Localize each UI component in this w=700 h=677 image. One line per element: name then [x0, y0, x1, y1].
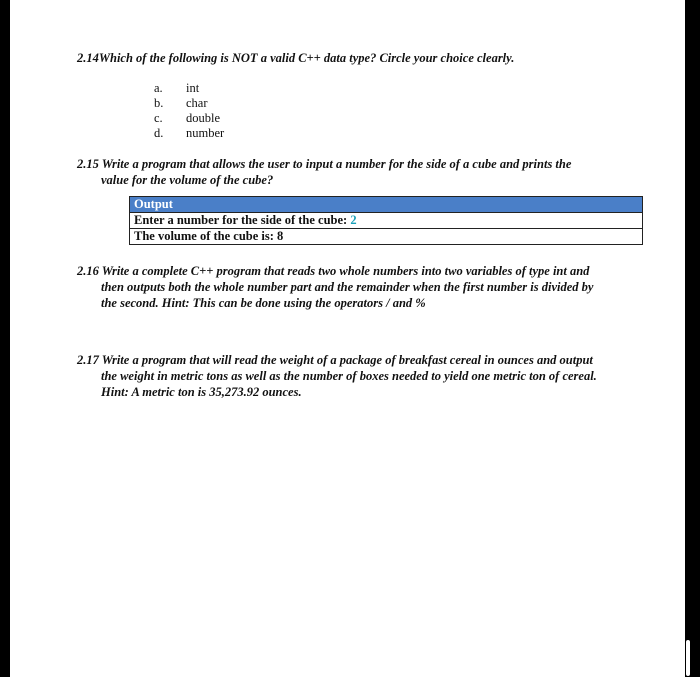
choice-text: char [186, 96, 208, 110]
output-header: Output [130, 197, 642, 212]
choice-d[interactable] [154, 126, 224, 141]
question-line: 2.16 Write a complete C++ program that reads two whole numbers into two variables of type int and [77, 264, 590, 278]
question-text: 2.14Which of the following is NOT a valid C++ data type? Circle your choice clearly. [77, 51, 515, 65]
choice-text: int [186, 81, 200, 95]
choice-text: number [186, 126, 225, 140]
output-result-row [130, 228, 642, 244]
question-line: the second. Hint: This can be done using the operators / and % [101, 296, 426, 310]
question-line: value for the volume of the cube? [101, 173, 274, 187]
choice-a[interactable] [154, 81, 224, 96]
output-input-value: 2 [350, 213, 357, 227]
answer-choices [154, 81, 224, 141]
output-result: The volume of the cube is: 8 [134, 229, 284, 243]
choice-letter: c. [154, 111, 163, 125]
document-page [10, 0, 685, 677]
output-prompt: Enter a number for the side of the cube: [134, 213, 351, 227]
choice-b[interactable] [154, 96, 224, 111]
question-line: the weight in metric tons as well as the number of boxes needed to yield one metric ton of cereal. [101, 369, 597, 383]
question-2-17 [77, 352, 657, 400]
question-line: 2.15 Write a program that allows the user to input a number for the side of a cube and prints the [77, 157, 572, 171]
scrollbar-thumb[interactable] [686, 640, 690, 676]
question-2-14 [77, 50, 637, 66]
output-prompt-row [130, 212, 642, 228]
choice-letter: d. [154, 126, 164, 140]
choice-c[interactable] [154, 111, 224, 126]
choice-text: double [186, 111, 221, 125]
question-line: Hint: A metric ton is 35,273.92 ounces. [101, 385, 302, 399]
output-box [129, 196, 643, 245]
question-2-15 [77, 156, 637, 188]
choice-letter: a. [154, 81, 163, 95]
question-2-16 [77, 263, 657, 311]
question-line: then outputs both the whole number part and the remainder when the first number is divided by [101, 280, 594, 294]
question-line: 2.17 Write a program that will read the weight of a package of breakfast cereal in ounces and output [77, 353, 593, 367]
choice-letter: b. [154, 96, 164, 110]
